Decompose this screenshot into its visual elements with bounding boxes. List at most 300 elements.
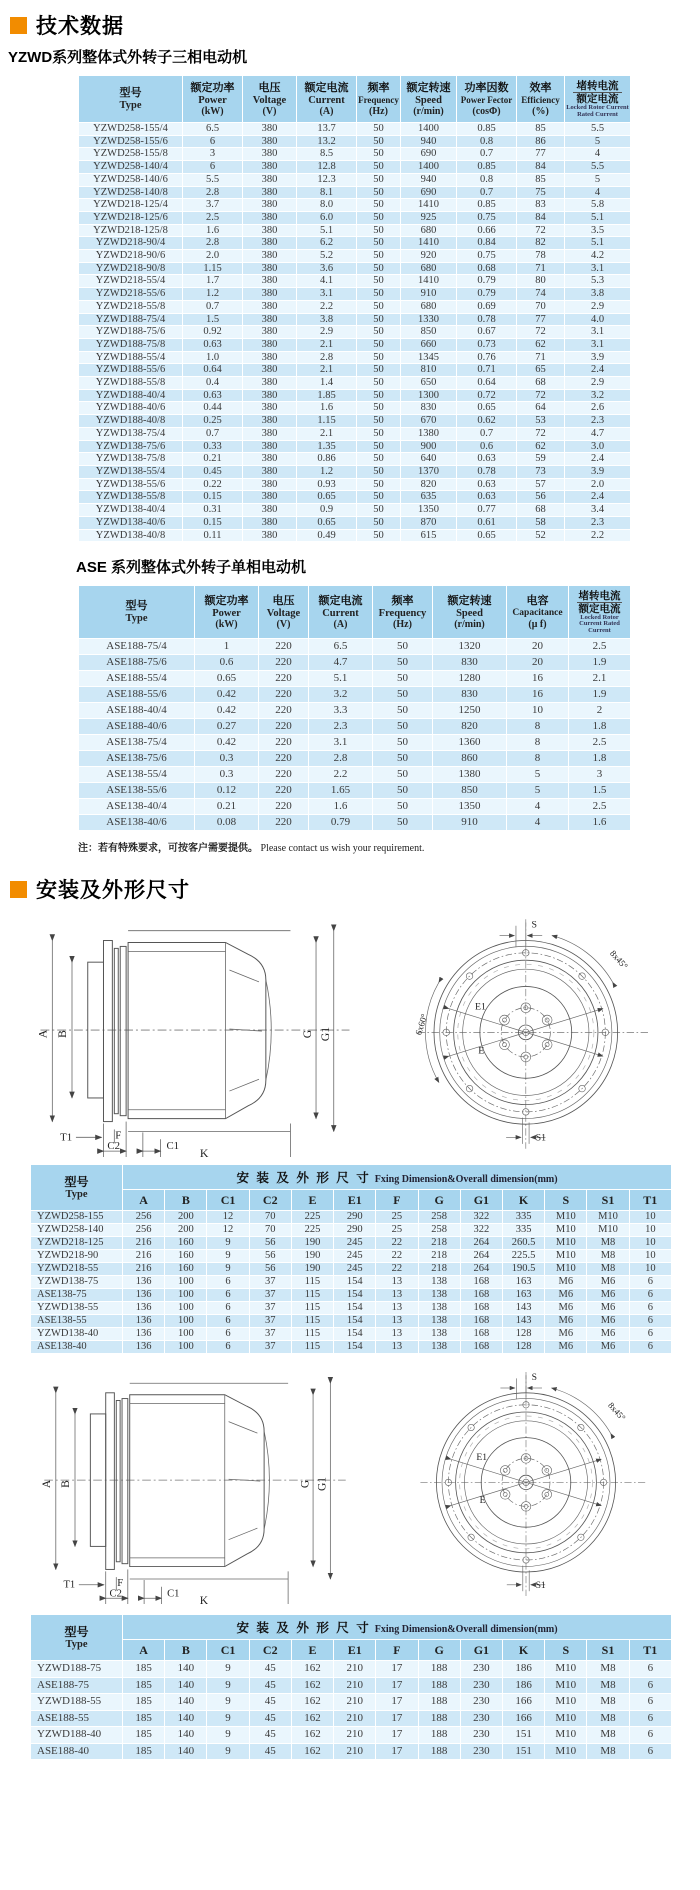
value-cell: 188: [418, 1727, 460, 1744]
value-cell: 0.25: [183, 415, 243, 428]
value-cell: 85: [517, 173, 565, 186]
value-cell: 2.5: [183, 211, 243, 224]
table-row: [79, 639, 631, 655]
value-cell: 2.8: [183, 186, 243, 199]
value-cell: 0.8: [457, 135, 517, 148]
value-cell: M6: [587, 1341, 629, 1354]
table-row: [79, 186, 631, 199]
model-type-cell: YZWD188-40/6: [79, 402, 183, 415]
table-row: [31, 1263, 672, 1276]
value-cell: 0.33: [183, 440, 243, 453]
value-cell: 6: [629, 1661, 671, 1678]
diagram-block-1: [0, 904, 700, 1158]
value-cell: 65: [517, 364, 565, 377]
dimension-table-1-body: [31, 1211, 672, 1354]
value-cell: 5: [565, 173, 631, 186]
col-B: B: [165, 1640, 207, 1661]
value-cell: 138: [418, 1315, 460, 1328]
table-row: [79, 465, 631, 478]
value-cell: 37: [249, 1328, 291, 1341]
table-row: [79, 402, 631, 415]
table-row: [79, 799, 631, 815]
value-cell: 17: [376, 1727, 418, 1744]
orange-square-bullet-icon: [10, 881, 27, 898]
table-row: [79, 504, 631, 517]
value-cell: 50: [357, 275, 401, 288]
value-cell: 71: [517, 262, 565, 275]
value-cell: 0.42: [195, 735, 259, 751]
value-cell: 0.85: [457, 161, 517, 174]
value-cell: 0.42: [195, 687, 259, 703]
value-cell: 20: [507, 655, 569, 671]
value-cell: 1400: [401, 123, 457, 136]
value-cell: 86: [517, 135, 565, 148]
table-row: [31, 1743, 672, 1760]
value-cell: 154: [334, 1289, 376, 1302]
value-cell: 1300: [401, 389, 457, 402]
value-cell: 3: [183, 148, 243, 161]
value-cell: 216: [123, 1237, 165, 1250]
model-type-cell: ASE138-40/6: [79, 815, 195, 831]
value-cell: 10: [629, 1250, 671, 1263]
value-cell: 166: [502, 1694, 544, 1711]
dim-label-S: S: [531, 919, 538, 931]
value-cell: 77: [517, 313, 565, 326]
col-type: 型号 Type: [31, 1615, 123, 1661]
col-E1: E1: [334, 1640, 376, 1661]
value-cell: 162: [291, 1743, 333, 1760]
value-cell: 13: [376, 1302, 418, 1315]
model-type-cell: YZWD138-40/6: [79, 516, 183, 529]
value-cell: 74: [517, 288, 565, 301]
value-cell: 256: [123, 1211, 165, 1224]
value-cell: M10: [545, 1727, 587, 1744]
value-cell: 230: [460, 1694, 502, 1711]
value-cell: 0.42: [195, 703, 259, 719]
value-cell: 37: [249, 1276, 291, 1289]
value-cell: 84: [517, 211, 565, 224]
table-row: [79, 199, 631, 212]
value-cell: 230: [460, 1727, 502, 1744]
value-cell: 6: [183, 161, 243, 174]
table-row: [79, 735, 631, 751]
motor-side-view-diagram: [30, 911, 360, 1157]
value-cell: 136: [123, 1276, 165, 1289]
value-cell: 50: [357, 288, 401, 301]
model-type-cell: ASE188-40/6: [79, 719, 195, 735]
value-cell: 154: [334, 1328, 376, 1341]
model-type-cell: YZWD188-40: [31, 1727, 123, 1744]
value-cell: 50: [357, 440, 401, 453]
model-type-cell: YZWD258-140/6: [79, 173, 183, 186]
value-cell: 162: [291, 1727, 333, 1744]
value-cell: 4: [565, 148, 631, 161]
value-cell: M6: [587, 1328, 629, 1341]
value-cell: 50: [357, 402, 401, 415]
value-cell: 57: [517, 478, 565, 491]
dim-label-G: G: [300, 1029, 315, 1039]
value-cell: 12.3: [297, 173, 357, 186]
value-cell: 2.4: [565, 491, 631, 504]
value-cell: 138: [418, 1276, 460, 1289]
value-cell: 17: [376, 1694, 418, 1711]
value-cell: 335: [502, 1211, 544, 1224]
col-E: E: [291, 1640, 333, 1661]
value-cell: 138: [418, 1328, 460, 1341]
table-row: [31, 1224, 672, 1237]
value-cell: 820: [401, 478, 457, 491]
col-current: 额定电流 Current (A): [297, 76, 357, 123]
value-cell: 380: [243, 389, 297, 402]
value-cell: 258: [418, 1211, 460, 1224]
table-row: [79, 377, 631, 390]
model-type-cell: YZWD138-75/8: [79, 453, 183, 466]
col-type: 型号 Type: [31, 1165, 123, 1211]
value-cell: 920: [401, 250, 457, 263]
value-cell: 2.8: [297, 351, 357, 364]
dim-label-B: B: [60, 1480, 73, 1489]
table-row: [79, 338, 631, 351]
value-cell: 8.1: [297, 186, 357, 199]
value-cell: 1.15: [297, 415, 357, 428]
value-cell: 380: [243, 199, 297, 212]
value-cell: 1410: [401, 199, 457, 212]
col-E: E: [291, 1190, 333, 1211]
value-cell: M8: [587, 1250, 629, 1263]
value-cell: 258: [418, 1224, 460, 1237]
dimension-table-1: [30, 1164, 672, 1354]
value-cell: 9: [207, 1263, 249, 1276]
value-cell: 6.0: [297, 211, 357, 224]
table-row: [31, 1341, 672, 1354]
value-cell: 0.73: [457, 338, 517, 351]
value-cell: 1400: [401, 161, 457, 174]
value-cell: 10: [629, 1224, 671, 1237]
value-cell: 1: [195, 639, 259, 655]
value-cell: M10: [545, 1224, 587, 1237]
col-frequency: 频率 Frequency (Hz): [357, 76, 401, 123]
value-cell: 13: [376, 1276, 418, 1289]
model-type-cell: YZWD258-140/8: [79, 186, 183, 199]
value-cell: 6: [207, 1328, 249, 1341]
value-cell: 2.8: [309, 751, 373, 767]
value-cell: M8: [587, 1237, 629, 1250]
value-cell: 1.5: [569, 783, 631, 799]
value-cell: 820: [433, 719, 507, 735]
value-cell: 140: [165, 1677, 207, 1694]
value-cell: 380: [243, 529, 297, 542]
value-cell: 925: [401, 211, 457, 224]
model-type-cell: YZWD188-75/6: [79, 326, 183, 339]
value-cell: 2.9: [565, 377, 631, 390]
value-cell: 0.69: [457, 300, 517, 313]
model-type-cell: ASE138-75: [31, 1289, 123, 1302]
value-cell: 22: [376, 1237, 418, 1250]
value-cell: 2.5: [569, 639, 631, 655]
value-cell: 2.1: [569, 671, 631, 687]
col-S: S: [545, 1190, 587, 1211]
col-S: S: [545, 1640, 587, 1661]
value-cell: 380: [243, 415, 297, 428]
value-cell: 2.9: [565, 300, 631, 313]
value-cell: 6.5: [309, 639, 373, 655]
value-cell: 216: [123, 1263, 165, 1276]
value-cell: 1280: [433, 671, 507, 687]
value-cell: 1.8: [569, 719, 631, 735]
value-cell: 9: [207, 1710, 249, 1727]
table-row: [31, 1250, 672, 1263]
table-row: [79, 275, 631, 288]
value-cell: 5.2: [297, 250, 357, 263]
value-cell: 168: [460, 1289, 502, 1302]
value-cell: 380: [243, 262, 297, 275]
value-cell: 225: [291, 1211, 333, 1224]
value-cell: 70: [517, 300, 565, 313]
value-cell: 5.8: [565, 199, 631, 212]
value-cell: 0.8: [457, 173, 517, 186]
value-cell: 62: [517, 440, 565, 453]
value-cell: 6: [629, 1341, 671, 1354]
value-cell: 185: [123, 1661, 165, 1678]
col-G1: G1: [460, 1190, 502, 1211]
value-cell: 50: [357, 516, 401, 529]
value-cell: 860: [433, 751, 507, 767]
value-cell: M6: [587, 1302, 629, 1315]
section-title: 安装及外形尺寸: [36, 879, 190, 903]
value-cell: 188: [418, 1710, 460, 1727]
value-cell: 380: [243, 326, 297, 339]
value-cell: 264: [460, 1237, 502, 1250]
value-cell: 50: [357, 250, 401, 263]
value-cell: 2.8: [183, 237, 243, 250]
value-cell: 380: [243, 275, 297, 288]
value-cell: 2.0: [565, 478, 631, 491]
value-cell: 3.2: [309, 687, 373, 703]
value-cell: 3.9: [565, 351, 631, 364]
value-cell: 50: [373, 815, 433, 831]
dim-label-K: K: [199, 1595, 209, 1605]
col-C2: C2: [249, 1640, 291, 1661]
value-cell: 380: [243, 504, 297, 517]
table-row: [79, 767, 631, 783]
value-cell: 0.11: [183, 529, 243, 542]
value-cell: 186: [502, 1661, 544, 1678]
value-cell: 380: [243, 211, 297, 224]
value-cell: 100: [165, 1315, 207, 1328]
value-cell: M6: [545, 1328, 587, 1341]
value-cell: 220: [259, 767, 309, 783]
col-current: 额定电流 Current (A): [309, 586, 373, 639]
value-cell: 56: [249, 1237, 291, 1250]
value-cell: 4.0: [565, 313, 631, 326]
value-cell: 2.6: [565, 402, 631, 415]
value-cell: 162: [291, 1694, 333, 1711]
col-locked-rotor: 堵转电流 额定电流 Locked Rotor Current Rated Current: [569, 586, 631, 639]
value-cell: 8: [507, 735, 569, 751]
value-cell: M10: [545, 1710, 587, 1727]
value-cell: 71: [517, 351, 565, 364]
dim-label-A: A: [35, 1029, 50, 1039]
table-row: [79, 161, 631, 174]
value-cell: 5.1: [297, 224, 357, 237]
col-speed: 额定转速 Speed (r/min): [433, 586, 507, 639]
value-cell: 380: [243, 288, 297, 301]
value-cell: 1.85: [297, 389, 357, 402]
footnote-en: Please contact us wish your requirement.: [260, 843, 425, 855]
value-cell: 151: [502, 1727, 544, 1744]
value-cell: 380: [243, 135, 297, 148]
value-cell: 3.8: [297, 313, 357, 326]
value-cell: 4.7: [309, 655, 373, 671]
value-cell: 635: [401, 491, 457, 504]
value-cell: 160: [165, 1250, 207, 1263]
value-cell: 940: [401, 135, 457, 148]
value-cell: 256: [123, 1224, 165, 1237]
diagram-block-2: [0, 1354, 700, 1608]
value-cell: 12.8: [297, 161, 357, 174]
table-row: [79, 224, 631, 237]
value-cell: 22: [376, 1250, 418, 1263]
value-cell: 210: [334, 1710, 376, 1727]
value-cell: 0.21: [195, 799, 259, 815]
value-cell: 1.9: [569, 687, 631, 703]
col-frequency: 频率 Frequency (Hz): [373, 586, 433, 639]
table-row: [31, 1237, 672, 1250]
col-B: B: [165, 1190, 207, 1211]
dim-label-E1: E1: [476, 1452, 488, 1464]
value-cell: M10: [545, 1237, 587, 1250]
value-cell: 220: [259, 783, 309, 799]
value-cell: 162: [291, 1661, 333, 1678]
model-type-cell: ASE138-55/6: [79, 783, 195, 799]
value-cell: 37: [249, 1289, 291, 1302]
table-row: [31, 1661, 672, 1678]
value-cell: 50: [357, 300, 401, 313]
value-cell: 380: [243, 250, 297, 263]
value-cell: 0.68: [457, 262, 517, 275]
value-cell: 9: [207, 1250, 249, 1263]
table-row: [31, 1727, 672, 1744]
value-cell: 138: [418, 1302, 460, 1315]
value-cell: 380: [243, 453, 297, 466]
model-type-cell: YZWD188-55/8: [79, 377, 183, 390]
value-cell: 154: [334, 1302, 376, 1315]
value-cell: 200: [165, 1211, 207, 1224]
value-cell: 0.84: [457, 237, 517, 250]
value-cell: 245: [334, 1263, 376, 1276]
model-type-cell: YZWD258-155: [31, 1211, 123, 1224]
col-G1: G1: [460, 1640, 502, 1661]
model-type-cell: ASE188-40/4: [79, 703, 195, 719]
value-cell: 8.0: [297, 199, 357, 212]
value-cell: 850: [433, 783, 507, 799]
value-cell: 1.7: [183, 275, 243, 288]
value-cell: 16: [507, 687, 569, 703]
table-row: [79, 751, 631, 767]
merged-dimension-header: 安 装 及 外 形 尺 寸 Fxing Dimension&Overall dimension(mm): [123, 1615, 672, 1640]
value-cell: 50: [357, 351, 401, 364]
value-cell: 690: [401, 186, 457, 199]
value-cell: M10: [545, 1263, 587, 1276]
value-cell: 154: [334, 1276, 376, 1289]
value-cell: 245: [334, 1250, 376, 1263]
value-cell: 73: [517, 465, 565, 478]
value-cell: 6: [629, 1677, 671, 1694]
value-cell: 380: [243, 465, 297, 478]
model-type-cell: ASE138-55: [31, 1315, 123, 1328]
value-cell: M6: [587, 1276, 629, 1289]
col-E1: E1: [334, 1190, 376, 1211]
value-cell: 17: [376, 1710, 418, 1727]
col-type: 型号 Type: [79, 76, 183, 123]
value-cell: 3.3: [309, 703, 373, 719]
footnote-zh: 注：若有特殊要求，可按客户需要提供。: [78, 843, 258, 855]
value-cell: 6: [207, 1289, 249, 1302]
value-cell: 168: [460, 1276, 502, 1289]
value-cell: 218: [418, 1263, 460, 1276]
value-cell: 4.7: [565, 427, 631, 440]
value-cell: 218: [418, 1250, 460, 1263]
value-cell: 50: [373, 783, 433, 799]
yzwd-table-body: [79, 123, 631, 542]
value-cell: 0.65: [457, 529, 517, 542]
value-cell: 85: [517, 123, 565, 136]
value-cell: 335: [502, 1224, 544, 1237]
ase-spec-table: [78, 585, 631, 831]
value-cell: 190: [291, 1237, 333, 1250]
value-cell: 225: [291, 1224, 333, 1237]
dim-label-E: E: [479, 1495, 486, 1507]
col-K: K: [502, 1640, 544, 1661]
value-cell: 185: [123, 1743, 165, 1760]
value-cell: 0.9: [297, 504, 357, 517]
value-cell: 72: [517, 224, 565, 237]
value-cell: 45: [249, 1694, 291, 1711]
dim-label-6x60: 6x60°: [413, 1012, 430, 1037]
value-cell: 900: [401, 440, 457, 453]
value-cell: 6: [207, 1302, 249, 1315]
value-cell: 260.5: [502, 1237, 544, 1250]
table-row: [79, 250, 631, 263]
model-type-cell: ASE138-75/6: [79, 751, 195, 767]
value-cell: 380: [243, 148, 297, 161]
dim-label-C2: C2: [107, 1140, 121, 1153]
value-cell: 70: [249, 1224, 291, 1237]
value-cell: 13: [376, 1341, 418, 1354]
value-cell: 1410: [401, 237, 457, 250]
table-row: [31, 1694, 672, 1711]
table-row: [79, 288, 631, 301]
value-cell: 0.61: [457, 516, 517, 529]
value-cell: 1.0: [183, 351, 243, 364]
col-S1: S1: [587, 1190, 629, 1211]
value-cell: 6: [207, 1276, 249, 1289]
model-type-cell: YZWD188-55: [31, 1694, 123, 1711]
value-cell: 50: [373, 767, 433, 783]
table-row: [79, 262, 631, 275]
value-cell: 50: [357, 389, 401, 402]
value-cell: 0.66: [457, 224, 517, 237]
table-row: [31, 1289, 672, 1302]
model-type-cell: YZWD138-75/6: [79, 440, 183, 453]
value-cell: 1.2: [183, 288, 243, 301]
value-cell: 210: [334, 1661, 376, 1678]
value-cell: 2.2: [309, 767, 373, 783]
value-cell: 1250: [433, 703, 507, 719]
value-cell: 1.6: [569, 815, 631, 831]
col-A: A: [123, 1640, 165, 1661]
value-cell: 50: [357, 364, 401, 377]
